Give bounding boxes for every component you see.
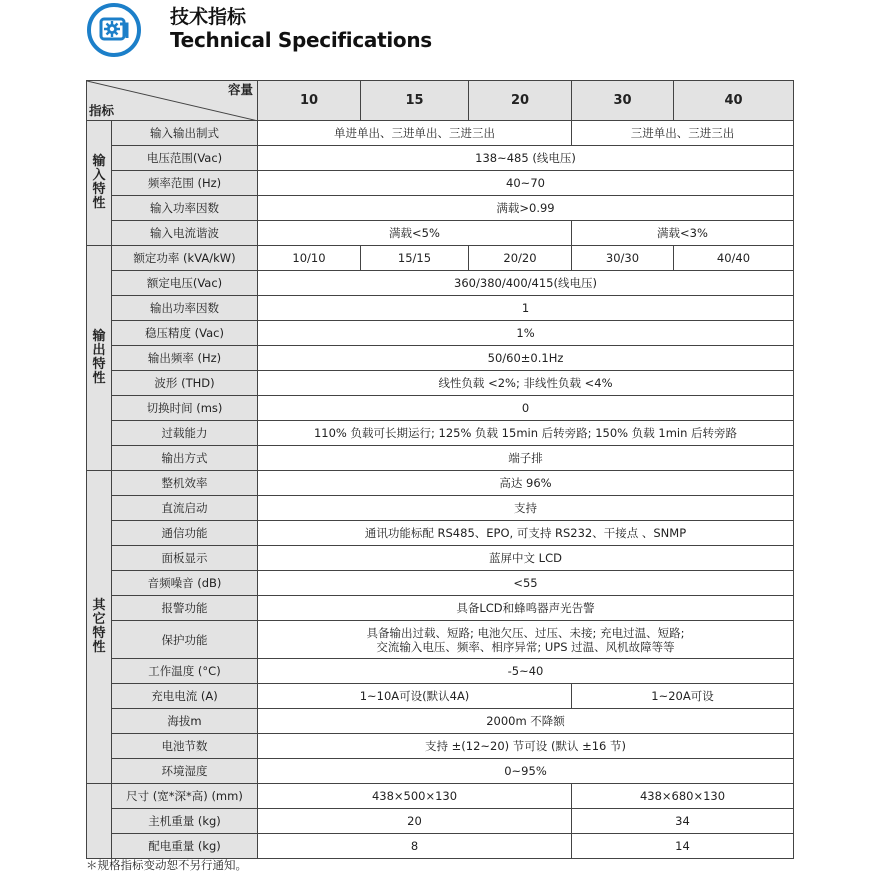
table-row (87, 571, 794, 596)
cell-value: 15/15 (361, 246, 469, 271)
table-row (87, 171, 794, 196)
table-row (87, 809, 794, 834)
cell-value: 30/30 (572, 246, 674, 271)
spec-table (86, 80, 794, 859)
cell-value: 14 (572, 834, 794, 859)
protection-line-1: 具备输出过载、短路; 电池欠压、过压、未接; 充电过温、短路; (366, 625, 685, 640)
cell-value: 110% 负载可长期运行; 125% 负载 15min 后转旁路; 150% 负载 1min 后转旁路 (258, 421, 794, 446)
table-corner-cell (87, 81, 258, 121)
footnote: ＊规格指标变动恕不另行通知。 (86, 858, 247, 872)
row-label: 整机效率 (112, 471, 258, 496)
capacity-header: 30 (572, 81, 674, 121)
row-label: 环境湿度 (112, 759, 258, 784)
table-row (87, 759, 794, 784)
table-row (87, 396, 794, 421)
table-row (87, 321, 794, 346)
row-label: 额定功率 (kVA/kW) (112, 246, 258, 271)
table-row (87, 446, 794, 471)
cell-value: 438×680×130 (572, 784, 794, 809)
row-label: 工作温度 (°C) (112, 659, 258, 684)
cell-value: 20/20 (469, 246, 572, 271)
cell-value: 1% (258, 321, 794, 346)
row-label: 切换时间 (ms) (112, 396, 258, 421)
cell-value: 支持 (258, 496, 794, 521)
corner-indicator-label: 指标 (89, 103, 115, 118)
row-label: 保护功能 (112, 621, 258, 659)
cell-value: 满载>0.99 (258, 196, 794, 221)
cell-value: 50/60±0.1Hz (258, 346, 794, 371)
capacity-header: 40 (674, 81, 794, 121)
row-label: 输入电流谐波 (112, 221, 258, 246)
table-row (87, 521, 794, 546)
table-row (87, 346, 794, 371)
table-row (87, 784, 794, 809)
cell-value: <55 (258, 571, 794, 596)
row-label: 电压范围(Vac) (112, 146, 258, 171)
cell-value-multiline (258, 621, 794, 659)
table-row (87, 834, 794, 859)
table-row (87, 371, 794, 396)
table-row (87, 221, 794, 246)
table-header-row (87, 81, 794, 121)
row-label: 配电重量 (kg) (112, 834, 258, 859)
cell-value: 单进单出、三进单出、三进三出 (258, 121, 572, 146)
table-row (87, 621, 794, 659)
category-misc (87, 784, 112, 859)
table-row (87, 271, 794, 296)
cell-value: 40~70 (258, 171, 794, 196)
table-row (87, 146, 794, 171)
row-label: 输出频率 (Hz) (112, 346, 258, 371)
row-label: 额定电压(Vac) (112, 271, 258, 296)
cell-value: 360/380/400/415(线电压) (258, 271, 794, 296)
cell-value: 10/10 (258, 246, 361, 271)
cell-value: 具备LCD和蜂鸣器声光告警 (258, 596, 794, 621)
table-row (87, 734, 794, 759)
cell-value: 端子排 (258, 446, 794, 471)
table-row (87, 709, 794, 734)
row-label: 波形 (THD) (112, 371, 258, 396)
row-label: 通信功能 (112, 521, 258, 546)
row-label: 面板显示 (112, 546, 258, 571)
page-title-en: Technical Specifications (170, 28, 432, 52)
cell-value: 1~20A可设 (572, 684, 794, 709)
table-row (87, 421, 794, 446)
row-label: 稳压精度 (Vac) (112, 321, 258, 346)
row-label: 音频噪音 (dB) (112, 571, 258, 596)
cell-value: 线性负载 <2%; 非线性负载 <4% (258, 371, 794, 396)
row-label: 主机重量 (kg) (112, 809, 258, 834)
table-row (87, 659, 794, 684)
capacity-header: 20 (469, 81, 572, 121)
row-label: 输出方式 (112, 446, 258, 471)
gear-document-icon (86, 2, 142, 58)
cell-value: -5~40 (258, 659, 794, 684)
row-label: 充电电流 (A) (112, 684, 258, 709)
row-label: 海拔m (112, 709, 258, 734)
row-label: 输入输出制式 (112, 121, 258, 146)
cell-value: 1~10A可设(默认4A) (258, 684, 572, 709)
category-input: 输 入 特 性 (87, 121, 112, 246)
cell-value: 蓝屏中文 LCD (258, 546, 794, 571)
table-row (87, 196, 794, 221)
cell-value: 1 (258, 296, 794, 321)
cell-value: 20 (258, 809, 572, 834)
table-row (87, 471, 794, 496)
cell-value: 438×500×130 (258, 784, 572, 809)
cell-value: 0 (258, 396, 794, 421)
cell-value: 138~485 (线电压) (258, 146, 794, 171)
table-row (87, 296, 794, 321)
cell-value: 通讯功能标配 RS485、EPO, 可支持 RS232、干接点 、SNMP (258, 521, 794, 546)
cell-value: 8 (258, 834, 572, 859)
category-other: 其 它 特 性 (87, 471, 112, 784)
category-output: 输 出 特 性 (87, 246, 112, 471)
capacity-header: 15 (361, 81, 469, 121)
table-row (87, 496, 794, 521)
capacity-header: 10 (258, 81, 361, 121)
cell-value: 34 (572, 809, 794, 834)
row-label: 频率范围 (Hz) (112, 171, 258, 196)
cell-value: 满载<5% (258, 221, 572, 246)
page-title-cn: 技术指标 (170, 6, 247, 28)
cell-value: 0~95% (258, 759, 794, 784)
cell-value: 40/40 (674, 246, 794, 271)
protection-line-2: 交流输入电压、频率、相序异常; UPS 过温、风机故障等等 (376, 639, 675, 654)
row-label: 尺寸 (宽*深*高) (mm) (112, 784, 258, 809)
cell-value: 2000m 不降额 (258, 709, 794, 734)
cell-value: 满载<3% (572, 221, 794, 246)
row-label: 输入功率因数 (112, 196, 258, 221)
row-label: 报警功能 (112, 596, 258, 621)
table-row (87, 596, 794, 621)
table-row (87, 246, 794, 271)
page-header (86, 0, 786, 60)
cell-value: 高达 96% (258, 471, 794, 496)
corner-capacity-label: 容量 (227, 82, 253, 97)
table-row (87, 546, 794, 571)
table-row (87, 121, 794, 146)
row-label: 过载能力 (112, 421, 258, 446)
cell-value: 支持 ±(12~20) 节可设 (默认 ±16 节) (258, 734, 794, 759)
table-row (87, 684, 794, 709)
row-label: 电池节数 (112, 734, 258, 759)
row-label: 直流启动 (112, 496, 258, 521)
cell-value: 三进单出、三进三出 (572, 121, 794, 146)
row-label: 输出功率因数 (112, 296, 258, 321)
